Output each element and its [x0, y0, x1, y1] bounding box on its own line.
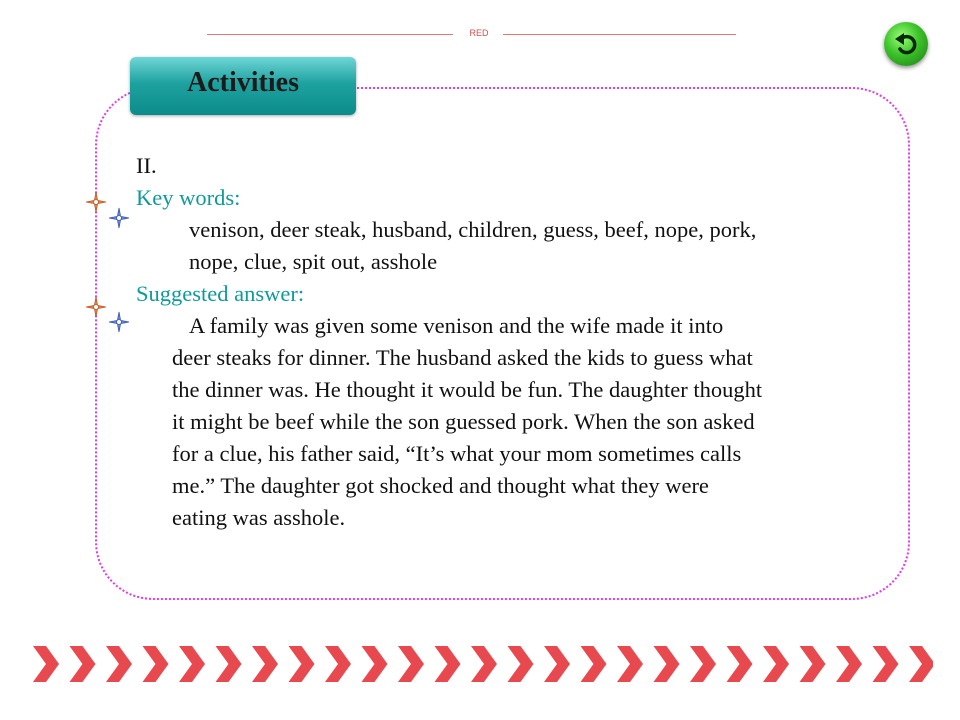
section-number: II.: [136, 153, 157, 178]
chevron-right-icon: [106, 646, 132, 682]
back-button[interactable]: [884, 22, 928, 66]
chevron-right-icon: [362, 646, 388, 682]
chevron-right-icon: [70, 646, 96, 682]
answer-line: deer steaks for dinner. The husband asked the kids to guess what: [172, 345, 753, 370]
answer-line: A family was given some venison and the wife made it into: [189, 313, 724, 338]
chevron-right-icon: [763, 646, 789, 682]
section-tab: [130, 57, 356, 115]
header-label: RED: [469, 28, 489, 38]
chevron-right-icon: [690, 646, 716, 682]
answer-heading: Suggested answer:: [136, 281, 305, 306]
chevron-right-icon: [33, 646, 59, 682]
chevron-right-icon: [800, 646, 826, 682]
footer-chevron-strip: [33, 644, 933, 684]
chevron-right-icon: [836, 646, 862, 682]
chevron-right-icon: [471, 646, 497, 682]
chevron-right-icon: [325, 646, 351, 682]
blue-star-bullet-icon: [107, 206, 131, 230]
header-rule-left: [207, 34, 453, 35]
header-rule-right: [503, 34, 736, 35]
answer-line: me.” The daughter got shocked and thought what they were: [172, 473, 709, 498]
chevron-right-icon: [727, 646, 753, 682]
blue-star-bullet-icon: [107, 310, 131, 334]
keywords-line: nope, clue, spit out, asshole: [189, 249, 438, 274]
chevron-right-icon: [873, 646, 899, 682]
answer-line: eating was asshole.: [172, 505, 346, 530]
section-title: Activities: [187, 67, 299, 98]
chevron-right-icon: [179, 646, 205, 682]
chevron-right-icon: [252, 646, 278, 682]
chevron-right-icon: [654, 646, 680, 682]
chevron-right-icon: [435, 646, 461, 682]
orange-star-bullet-icon: [84, 190, 108, 214]
answer-line: the dinner was. He thought it would be fun. The daughter thought: [172, 377, 763, 402]
answer-line: it might be beef while the son guessed pork. When the son asked: [172, 409, 755, 434]
chevron-right-icon: [617, 646, 643, 682]
answer-line: for a clue, his father said, “It’s what your mom sometimes calls: [172, 441, 742, 466]
chevron-right-icon: [143, 646, 169, 682]
chevron-right-icon: [216, 646, 242, 682]
keywords-line: venison, deer steak, husband, children, guess, beef, nope, pork,: [189, 217, 757, 242]
chevron-right-icon: [544, 646, 570, 682]
return-arrow-icon: [892, 30, 920, 58]
chevron-right-icon: [289, 646, 315, 682]
chevron-right-icon: [398, 646, 424, 682]
orange-star-bullet-icon: [84, 295, 108, 319]
chevron-right-icon: [508, 646, 534, 682]
keywords-heading: Key words:: [136, 185, 241, 210]
chevron-right-icon: [909, 646, 933, 682]
chevron-right-icon: [581, 646, 607, 682]
